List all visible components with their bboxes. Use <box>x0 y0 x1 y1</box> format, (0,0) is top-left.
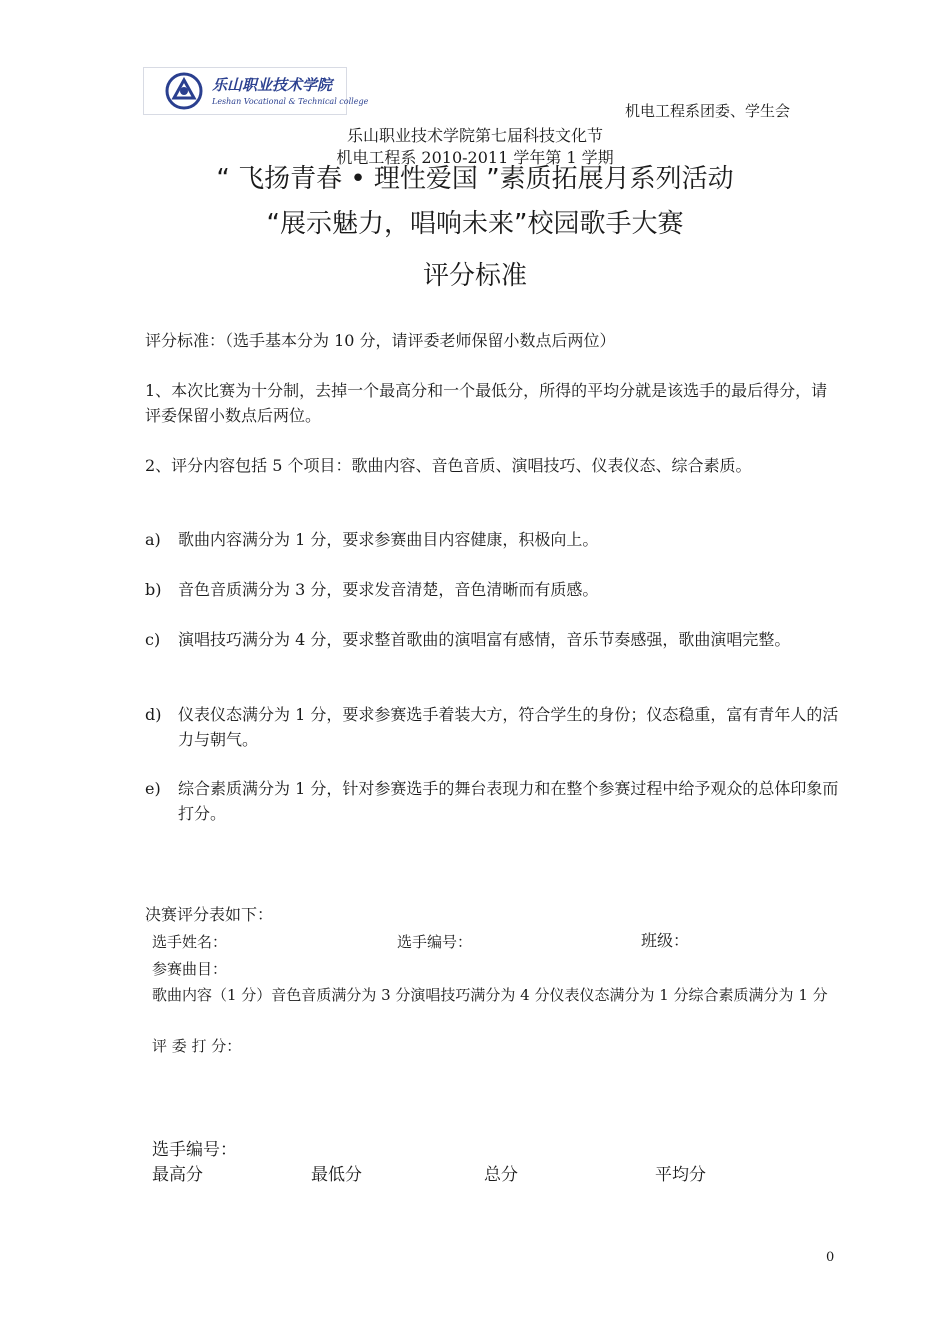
college-logo <box>143 67 369 115</box>
page-title: 评分标准 <box>422 261 527 291</box>
criterion-label: e) <box>145 779 161 798</box>
criterion-d <box>145 702 840 752</box>
total-score-label: 总分 <box>484 1165 518 1185</box>
criterion-c <box>145 627 840 652</box>
criterion-text: 仪表仪态满分为 1 分，要求参赛选手着装大方，符合学生的身份；仪态稳重，富有青年人的活力与朝气。 <box>178 705 839 749</box>
rule-1: 1、本次比赛为十分制，去掉一个最高分和一个最低分，所得的平均分就是该选手的最后得分，请评委保留小数点后两位。 <box>145 381 828 425</box>
criterion-label: b) <box>145 580 162 599</box>
class-label: 班级： <box>641 931 690 950</box>
contestant-name-label: 选手姓名： <box>152 933 228 951</box>
min-score-label: 最低分 <box>311 1165 362 1185</box>
criterion-label: a) <box>145 530 161 549</box>
rule-2: 2、评分内容包括 5 个项目：歌曲内容、音色音质、演唱技巧、仪表仪态、综合素质。 <box>145 456 752 475</box>
criterion-text: 音色音质满分为 3 分，要求发音清楚，音色清晰而有质感。 <box>178 580 599 599</box>
intro-text: 评分标准：（选手基本分为 10 分，请评委老师保留小数点后两位） <box>145 331 616 350</box>
criterion-b <box>145 577 840 602</box>
song-label: 参赛曲目： <box>152 960 228 978</box>
criterion-text: 综合素质满分为 1 分，针对参赛选手的舞台表现力和在整个参赛过程中给予观众的总体印象而打分。 <box>178 779 839 823</box>
semester-line: 机电工程系 2010-2011 学年第 1 学期 <box>336 148 614 167</box>
summary-number-label: 选手编号： <box>152 1140 237 1160</box>
activity-title: “ 飞扬青春 • 理性爱国 ”素质拓展月系列活动 <box>216 164 734 194</box>
page-number: 0 <box>826 1250 835 1265</box>
criterion-e <box>145 776 840 826</box>
average-score-label: 平均分 <box>655 1165 706 1185</box>
contestant-number-label: 选手编号： <box>397 933 473 951</box>
form-title: 决赛评分表如下： <box>145 905 274 924</box>
criterion-text: 演唱技巧满分为 4 分，要求整首歌曲的演唱富有感情，音乐节奏感强，歌曲演唱完整。 <box>178 630 791 649</box>
festival-title: 乐山职业技术学院第七届科技文化节 <box>346 126 603 145</box>
logo-text: 乐山职业技术学院 <box>212 76 333 94</box>
criterion-a <box>145 527 840 552</box>
criterion-text: 歌曲内容满分为 1 分，要求参赛曲目内容健康，积极向上。 <box>178 530 599 549</box>
contest-title: “展示魅力，唱响未来”校园歌手大赛 <box>266 209 684 239</box>
max-score-label: 最高分 <box>152 1165 203 1185</box>
judge-score-label: 评 委 打 分： <box>152 1037 242 1055</box>
logo-subtext: Leshan Vocational & Technical college <box>212 97 369 106</box>
organizer: 机电工程系团委、学生会 <box>625 102 791 120</box>
criterion-label: d) <box>145 705 162 724</box>
criterion-label: c) <box>145 630 161 649</box>
scoring-criteria: 歌曲内容（1 分）音色音质满分为 3 分演唱技巧满分为 4 分仪表仪态满分为 1 分综合素质满分为 1 分 <box>152 986 828 1004</box>
